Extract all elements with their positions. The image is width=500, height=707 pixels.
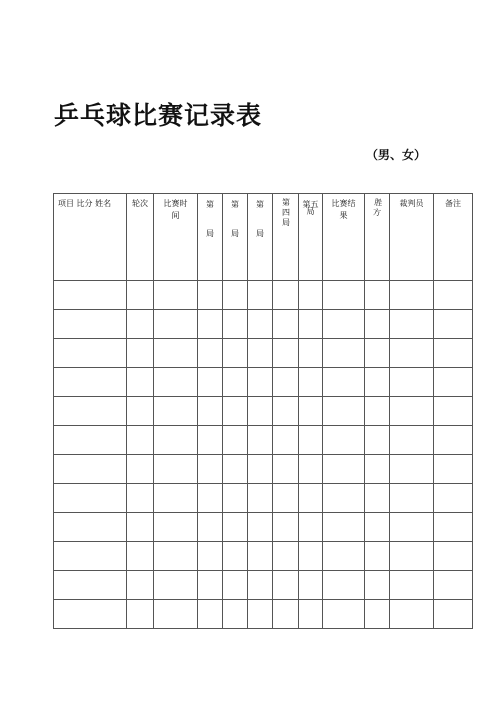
table-cell[interactable] xyxy=(365,455,390,484)
col-match-time-label: 比赛时间 xyxy=(163,199,188,220)
table-row xyxy=(54,571,473,600)
table-cell[interactable] xyxy=(223,542,248,571)
table-cell[interactable] xyxy=(323,455,365,484)
table-cell[interactable] xyxy=(365,368,390,397)
table-cell[interactable] xyxy=(365,542,390,571)
table-cell[interactable] xyxy=(198,600,223,629)
table-cell[interactable] xyxy=(198,426,223,455)
table-cell[interactable] xyxy=(127,339,154,368)
table-cell[interactable] xyxy=(248,484,273,513)
table-cell[interactable] xyxy=(248,339,273,368)
table-cell[interactable] xyxy=(223,310,248,339)
table-cell[interactable] xyxy=(273,455,299,484)
col-game-5 xyxy=(299,194,323,281)
table-cell[interactable] xyxy=(390,281,434,310)
table-cell[interactable] xyxy=(434,513,473,542)
table-cell[interactable] xyxy=(223,455,248,484)
table-cell[interactable] xyxy=(323,513,365,542)
table-cell[interactable] xyxy=(365,600,390,629)
table-cell[interactable] xyxy=(434,455,473,484)
table-cell[interactable] xyxy=(299,571,323,600)
table-row xyxy=(54,484,473,513)
table-cell[interactable] xyxy=(127,455,154,484)
table-row xyxy=(54,455,473,484)
table-row xyxy=(54,310,473,339)
table-cell[interactable] xyxy=(323,542,365,571)
table-cell[interactable] xyxy=(299,513,323,542)
table-cell[interactable] xyxy=(223,600,248,629)
col-winner xyxy=(365,194,390,281)
table-cell[interactable] xyxy=(365,426,390,455)
table-cell[interactable] xyxy=(198,484,223,513)
table-cell[interactable] xyxy=(154,281,198,310)
table-cell[interactable] xyxy=(273,484,299,513)
col-project-score-name-label: 项目 比分 姓名 xyxy=(58,199,112,208)
table-row xyxy=(54,542,473,571)
table-cell[interactable] xyxy=(390,600,434,629)
table-cell[interactable] xyxy=(434,600,473,629)
table-cell[interactable] xyxy=(299,542,323,571)
table-cell[interactable] xyxy=(323,368,365,397)
table-row xyxy=(54,397,473,426)
table-cell[interactable] xyxy=(299,368,323,397)
table-row xyxy=(54,600,473,629)
table-cell[interactable] xyxy=(323,397,365,426)
table-cell[interactable] xyxy=(223,368,248,397)
table-cell[interactable] xyxy=(365,397,390,426)
table-cell[interactable] xyxy=(434,368,473,397)
table-cell[interactable] xyxy=(198,368,223,397)
table-cell[interactable] xyxy=(390,542,434,571)
table-cell[interactable] xyxy=(299,397,323,426)
table-cell[interactable] xyxy=(248,542,273,571)
table-cell[interactable] xyxy=(434,281,473,310)
table-cell[interactable] xyxy=(127,513,154,542)
table-cell[interactable] xyxy=(273,397,299,426)
table-cell[interactable] xyxy=(127,600,154,629)
table-cell[interactable] xyxy=(154,571,198,600)
table-cell[interactable] xyxy=(299,600,323,629)
table-row xyxy=(54,281,473,310)
table-cell[interactable] xyxy=(154,368,198,397)
table-cell[interactable] xyxy=(198,339,223,368)
table-cell[interactable] xyxy=(127,397,154,426)
col-game-2-bottom: 局 xyxy=(231,229,239,238)
page-title: 乒乓球比赛记录表 xyxy=(54,101,263,130)
table-cell[interactable] xyxy=(154,426,198,455)
table-cell[interactable] xyxy=(365,513,390,542)
table-cell[interactable] xyxy=(390,339,434,368)
table-cell[interactable] xyxy=(434,339,473,368)
col-game-3-bottom: 局 xyxy=(256,229,264,238)
col-game-1-bottom: 局 xyxy=(206,229,214,238)
table-cell[interactable] xyxy=(390,455,434,484)
table-cell[interactable] xyxy=(434,484,473,513)
table-cell[interactable] xyxy=(154,339,198,368)
table-cell[interactable] xyxy=(365,310,390,339)
table-cell[interactable] xyxy=(273,542,299,571)
table-cell[interactable] xyxy=(434,542,473,571)
table-cell[interactable] xyxy=(299,339,323,368)
table-cell[interactable] xyxy=(273,571,299,600)
table-cell[interactable] xyxy=(198,513,223,542)
table-cell[interactable] xyxy=(154,513,198,542)
header-row xyxy=(54,194,473,281)
table-cell[interactable] xyxy=(54,455,127,484)
table-cell[interactable] xyxy=(54,600,127,629)
table-cell[interactable] xyxy=(54,339,127,368)
table-cell[interactable] xyxy=(54,397,127,426)
table-cell[interactable] xyxy=(248,600,273,629)
table-cell[interactable] xyxy=(223,484,248,513)
table-cell[interactable] xyxy=(127,542,154,571)
table-cell[interactable] xyxy=(248,571,273,600)
table-cell[interactable] xyxy=(54,484,127,513)
table-cell[interactable] xyxy=(273,281,299,310)
table-cell[interactable] xyxy=(223,397,248,426)
table-cell[interactable] xyxy=(273,368,299,397)
col-game-3 xyxy=(248,194,273,281)
table-cell[interactable] xyxy=(323,484,365,513)
table-cell[interactable] xyxy=(127,484,154,513)
table-cell[interactable] xyxy=(390,426,434,455)
table-cell[interactable] xyxy=(365,339,390,368)
table-cell[interactable] xyxy=(390,513,434,542)
table-cell[interactable] xyxy=(54,310,127,339)
col-match-time xyxy=(154,194,198,281)
table-cell[interactable] xyxy=(323,281,365,310)
table-cell[interactable] xyxy=(198,310,223,339)
table-cell[interactable] xyxy=(127,310,154,339)
col-game-1 xyxy=(198,194,223,281)
col-match-result-label: 比赛结果 xyxy=(331,199,356,220)
col-winner-label: 胜方 xyxy=(371,197,384,219)
table-cell[interactable] xyxy=(127,281,154,310)
table-cell[interactable] xyxy=(299,310,323,339)
table-cell[interactable] xyxy=(223,513,248,542)
col-game-4 xyxy=(273,194,299,281)
col-round xyxy=(127,194,154,281)
table-cell[interactable] xyxy=(223,426,248,455)
col-game-2-top: 第 xyxy=(231,200,239,209)
col-game-5-top: 第五 xyxy=(302,200,319,209)
table-cell[interactable] xyxy=(273,513,299,542)
table-cell[interactable] xyxy=(390,397,434,426)
table-cell[interactable] xyxy=(323,426,365,455)
table-cell[interactable] xyxy=(390,571,434,600)
col-game-5-bottom: 局 xyxy=(306,207,315,216)
table-cell[interactable] xyxy=(223,339,248,368)
table-cell[interactable] xyxy=(390,484,434,513)
table-cell[interactable] xyxy=(323,600,365,629)
table-cell[interactable] xyxy=(248,281,273,310)
table-cell[interactable] xyxy=(127,571,154,600)
table-cell[interactable] xyxy=(198,571,223,600)
table-cell[interactable] xyxy=(54,513,127,542)
table-cell[interactable] xyxy=(434,571,473,600)
table-cell[interactable] xyxy=(248,397,273,426)
table-cell[interactable] xyxy=(299,455,323,484)
table-cell[interactable] xyxy=(434,310,473,339)
table-row xyxy=(54,339,473,368)
table-cell[interactable] xyxy=(223,571,248,600)
table-cell[interactable] xyxy=(248,310,273,339)
table-cell[interactable] xyxy=(390,310,434,339)
table-row xyxy=(54,368,473,397)
table-cell[interactable] xyxy=(273,339,299,368)
col-game-4-label: 第四局 xyxy=(281,198,291,228)
col-notes xyxy=(434,194,473,281)
table-cell[interactable] xyxy=(223,281,248,310)
table-cell[interactable] xyxy=(154,455,198,484)
table-cell[interactable] xyxy=(54,542,127,571)
gender-subtitle: （男、女） xyxy=(366,148,427,162)
table-cell[interactable] xyxy=(365,281,390,310)
table-cell[interactable] xyxy=(54,281,127,310)
table-cell[interactable] xyxy=(273,600,299,629)
table-cell[interactable] xyxy=(299,484,323,513)
table-cell[interactable] xyxy=(273,310,299,339)
table-cell[interactable] xyxy=(323,339,365,368)
col-match-result xyxy=(323,194,365,281)
table-row xyxy=(54,426,473,455)
table-body xyxy=(54,281,473,629)
table-cell[interactable] xyxy=(154,484,198,513)
table-cell[interactable] xyxy=(154,397,198,426)
table-cell[interactable] xyxy=(434,426,473,455)
table-cell[interactable] xyxy=(365,571,390,600)
col-referee xyxy=(390,194,434,281)
table-cell[interactable] xyxy=(54,426,127,455)
table-cell[interactable] xyxy=(299,281,323,310)
table-cell[interactable] xyxy=(127,426,154,455)
table-cell[interactable] xyxy=(273,426,299,455)
table-cell[interactable] xyxy=(127,368,154,397)
table-cell[interactable] xyxy=(299,426,323,455)
table-cell[interactable] xyxy=(323,571,365,600)
table-cell[interactable] xyxy=(154,600,198,629)
table-cell[interactable] xyxy=(248,426,273,455)
table-cell[interactable] xyxy=(248,513,273,542)
table-row xyxy=(54,513,473,542)
col-project-score-name xyxy=(54,194,127,281)
col-game-3-top: 第 xyxy=(256,200,264,209)
table-cell[interactable] xyxy=(365,484,390,513)
table-cell[interactable] xyxy=(198,397,223,426)
col-referee-label: 裁判员 xyxy=(399,199,424,208)
col-game-1-top: 第 xyxy=(206,200,214,209)
table-cell[interactable] xyxy=(248,455,273,484)
table-cell[interactable] xyxy=(323,310,365,339)
table-cell[interactable] xyxy=(434,397,473,426)
table-cell[interactable] xyxy=(198,281,223,310)
table-cell[interactable] xyxy=(154,310,198,339)
col-game-2 xyxy=(223,194,248,281)
table-cell[interactable] xyxy=(154,542,198,571)
col-notes-label: 备注 xyxy=(445,199,461,208)
table-cell[interactable] xyxy=(198,455,223,484)
match-record-table xyxy=(53,193,473,629)
col-round-label: 轮次 xyxy=(132,199,148,208)
table-cell[interactable] xyxy=(198,542,223,571)
table-cell[interactable] xyxy=(54,571,127,600)
table-cell[interactable] xyxy=(248,368,273,397)
table-cell[interactable] xyxy=(390,368,434,397)
table-cell[interactable] xyxy=(54,368,127,397)
